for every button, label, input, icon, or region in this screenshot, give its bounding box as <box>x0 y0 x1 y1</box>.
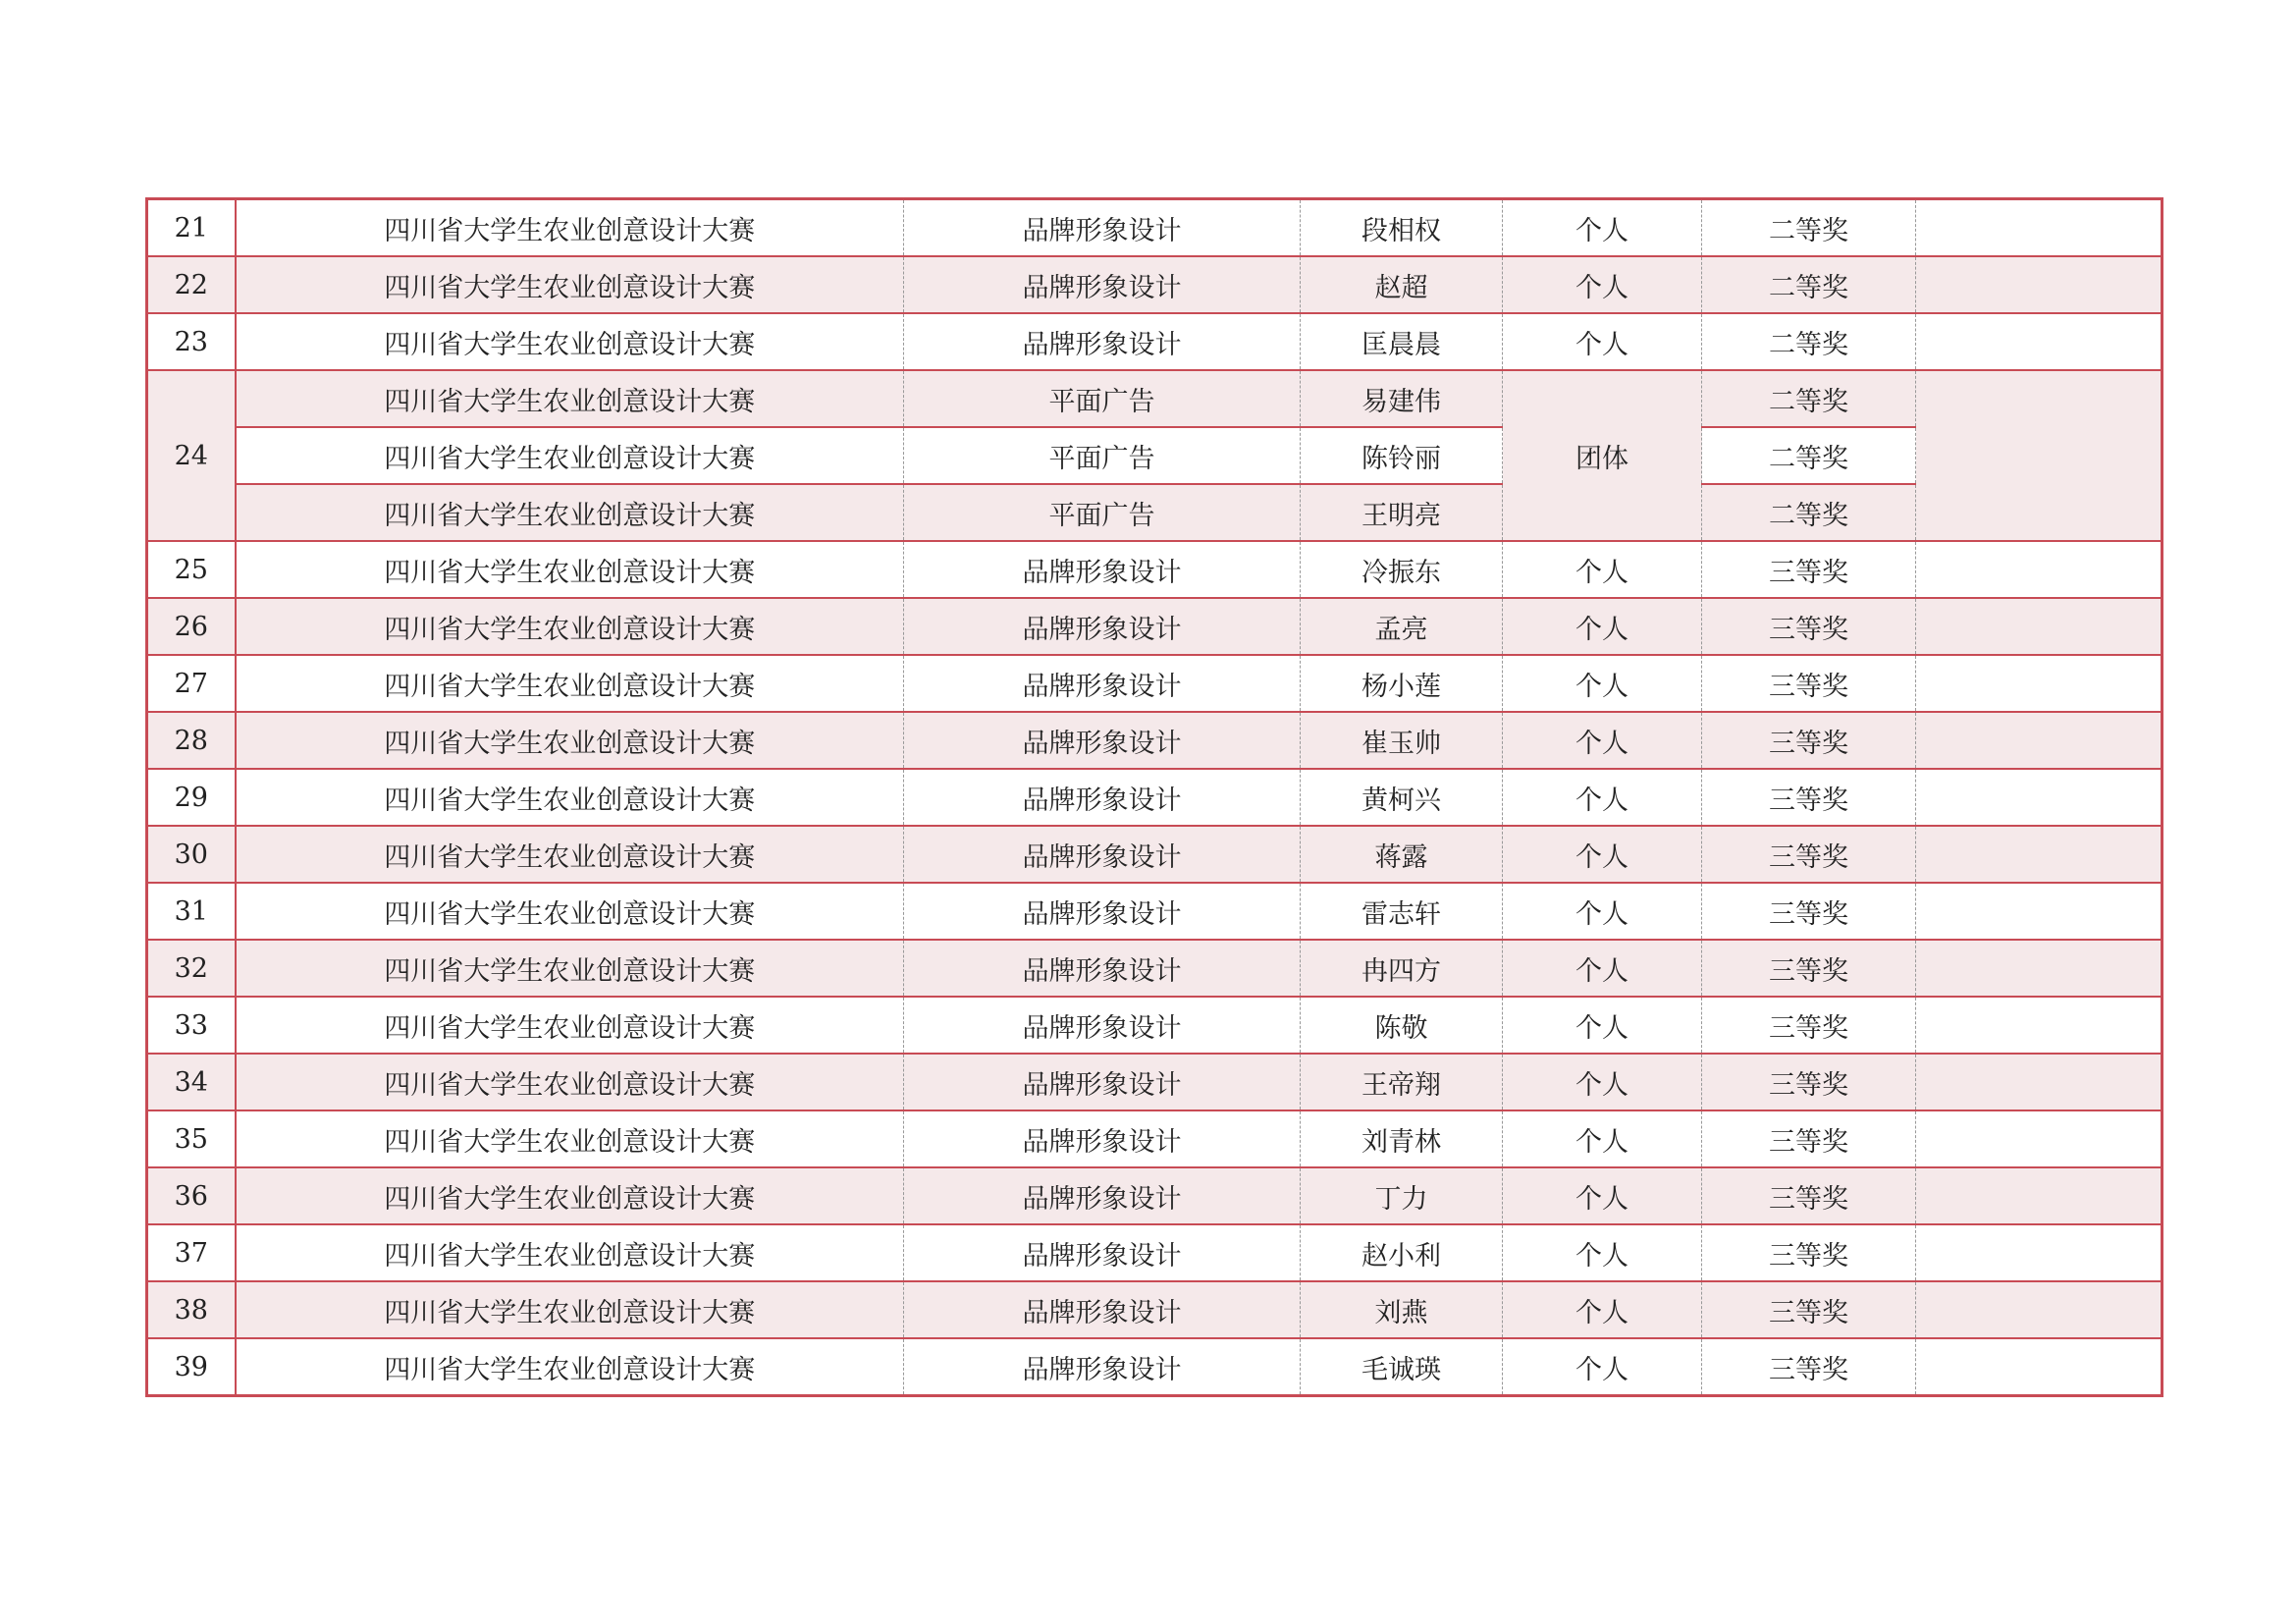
category-cell: 品牌形象设计 <box>904 256 1301 313</box>
group-note-cell <box>1916 370 2163 541</box>
category-cell: 品牌形象设计 <box>904 1054 1301 1110</box>
entry-type-cell: 个人 <box>1503 997 1702 1054</box>
competition-cell: 四川省大学生农业创意设计大赛 <box>236 1281 904 1338</box>
entry-type-cell: 个人 <box>1503 541 1702 598</box>
competition-cell: 四川省大学生农业创意设计大赛 <box>236 256 904 313</box>
entry-type-cell: 个人 <box>1503 1110 1702 1167</box>
note-cell <box>1916 541 2163 598</box>
award-table <box>145 197 2163 1397</box>
name-cell: 黄柯兴 <box>1301 769 1503 826</box>
competition-cell: 四川省大学生农业创意设计大赛 <box>236 712 904 769</box>
entry-type-cell: 个人 <box>1503 1167 1702 1224</box>
note-cell <box>1916 769 2163 826</box>
award-cell: 三等奖 <box>1702 883 1916 940</box>
name-cell: 丁力 <box>1301 1167 1503 1224</box>
name-cell: 陈敬 <box>1301 997 1503 1054</box>
row-index: 39 <box>147 1338 236 1396</box>
category-cell: 品牌形象设计 <box>904 1167 1301 1224</box>
category-cell: 品牌形象设计 <box>904 1224 1301 1281</box>
note-cell <box>1916 826 2163 883</box>
competition-cell: 四川省大学生农业创意设计大赛 <box>236 826 904 883</box>
category-cell: 品牌形象设计 <box>904 1338 1301 1396</box>
row-index: 36 <box>147 1167 236 1224</box>
award-cell: 二等奖 <box>1702 484 1916 541</box>
entry-type-cell: 个人 <box>1503 1054 1702 1110</box>
note-cell <box>1916 1054 2163 1110</box>
name-cell: 赵超 <box>1301 256 1503 313</box>
row-index: 26 <box>147 598 236 655</box>
entry-type-cell: 个人 <box>1503 1224 1702 1281</box>
table-row <box>147 199 2163 257</box>
row-index: 32 <box>147 940 236 997</box>
award-cell: 三等奖 <box>1702 1054 1916 1110</box>
entry-type-cell: 个人 <box>1503 826 1702 883</box>
name-cell: 刘燕 <box>1301 1281 1503 1338</box>
entry-type-cell: 个人 <box>1503 883 1702 940</box>
award-cell: 三等奖 <box>1702 940 1916 997</box>
table-row <box>147 1110 2163 1167</box>
competition-cell: 四川省大学生农业创意设计大赛 <box>236 313 904 370</box>
award-cell: 三等奖 <box>1702 826 1916 883</box>
category-cell: 品牌形象设计 <box>904 940 1301 997</box>
entry-type-cell: 个人 <box>1503 256 1702 313</box>
competition-cell: 四川省大学生农业创意设计大赛 <box>236 427 904 484</box>
note-cell <box>1916 940 2163 997</box>
entry-type-cell: 个人 <box>1503 655 1702 712</box>
entry-type-cell: 个人 <box>1503 769 1702 826</box>
category-cell: 品牌形象设计 <box>904 313 1301 370</box>
table-row <box>147 712 2163 769</box>
table-row <box>147 313 2163 370</box>
table-row <box>147 1281 2163 1338</box>
row-index: 30 <box>147 826 236 883</box>
name-cell: 陈铃丽 <box>1301 427 1503 484</box>
category-cell: 品牌形象设计 <box>904 1281 1301 1338</box>
row-index: 28 <box>147 712 236 769</box>
row-index: 21 <box>147 199 236 257</box>
row-index: 38 <box>147 1281 236 1338</box>
award-cell: 三等奖 <box>1702 541 1916 598</box>
award-cell: 三等奖 <box>1702 655 1916 712</box>
name-cell: 杨小莲 <box>1301 655 1503 712</box>
name-cell: 雷志轩 <box>1301 883 1503 940</box>
category-cell: 品牌形象设计 <box>904 655 1301 712</box>
table-row <box>147 940 2163 997</box>
category-cell: 平面广告 <box>904 484 1301 541</box>
category-cell: 平面广告 <box>904 370 1301 427</box>
row-index: 25 <box>147 541 236 598</box>
name-cell: 王帝翔 <box>1301 1054 1503 1110</box>
competition-cell: 四川省大学生农业创意设计大赛 <box>236 1054 904 1110</box>
group-row <box>147 370 2163 427</box>
row-index: 23 <box>147 313 236 370</box>
note-cell <box>1916 1281 2163 1338</box>
competition-cell: 四川省大学生农业创意设计大赛 <box>236 1167 904 1224</box>
note-cell <box>1916 1110 2163 1167</box>
category-cell: 品牌形象设计 <box>904 199 1301 257</box>
note-cell <box>1916 712 2163 769</box>
row-index: 22 <box>147 256 236 313</box>
name-cell: 王明亮 <box>1301 484 1503 541</box>
table-row <box>147 256 2163 313</box>
name-cell: 蒋露 <box>1301 826 1503 883</box>
entry-type-cell: 个人 <box>1503 1281 1702 1338</box>
table-row <box>147 598 2163 655</box>
award-cell: 三等奖 <box>1702 598 1916 655</box>
table-row <box>147 1224 2163 1281</box>
note-cell <box>1916 655 2163 712</box>
competition-cell: 四川省大学生农业创意设计大赛 <box>236 199 904 257</box>
award-cell: 三等奖 <box>1702 1281 1916 1338</box>
category-cell: 品牌形象设计 <box>904 598 1301 655</box>
note-cell <box>1916 256 2163 313</box>
name-cell: 赵小利 <box>1301 1224 1503 1281</box>
award-cell: 二等奖 <box>1702 256 1916 313</box>
award-cell: 二等奖 <box>1702 427 1916 484</box>
note-cell <box>1916 598 2163 655</box>
award-cell: 三等奖 <box>1702 1338 1916 1396</box>
table-row <box>147 655 2163 712</box>
note-cell <box>1916 313 2163 370</box>
competition-cell: 四川省大学生农业创意设计大赛 <box>236 1224 904 1281</box>
category-cell: 品牌形象设计 <box>904 769 1301 826</box>
award-cell: 二等奖 <box>1702 199 1916 257</box>
table-row <box>147 997 2163 1054</box>
row-index: 29 <box>147 769 236 826</box>
name-cell: 毛诚瑛 <box>1301 1338 1503 1396</box>
group-row <box>147 484 2163 541</box>
row-index: 31 <box>147 883 236 940</box>
competition-cell: 四川省大学生农业创意设计大赛 <box>236 940 904 997</box>
note-cell <box>1916 1224 2163 1281</box>
name-cell: 冉四方 <box>1301 940 1503 997</box>
row-index: 37 <box>147 1224 236 1281</box>
row-index: 35 <box>147 1110 236 1167</box>
table-row <box>147 1167 2163 1224</box>
entry-type-cell: 个人 <box>1503 1338 1702 1396</box>
table-row <box>147 1054 2163 1110</box>
entry-type-cell: 个人 <box>1503 598 1702 655</box>
entry-type-cell: 个人 <box>1503 712 1702 769</box>
note-cell <box>1916 1338 2163 1396</box>
award-cell: 二等奖 <box>1702 370 1916 427</box>
table-row <box>147 769 2163 826</box>
competition-cell: 四川省大学生农业创意设计大赛 <box>236 484 904 541</box>
table-row <box>147 826 2163 883</box>
category-cell: 品牌形象设计 <box>904 541 1301 598</box>
entry-type-cell: 个人 <box>1503 199 1702 257</box>
group-row <box>147 427 2163 484</box>
competition-cell: 四川省大学生农业创意设计大赛 <box>236 541 904 598</box>
category-cell: 品牌形象设计 <box>904 997 1301 1054</box>
group-index: 24 <box>147 370 236 541</box>
category-cell: 品牌形象设计 <box>904 826 1301 883</box>
row-index: 33 <box>147 997 236 1054</box>
competition-cell: 四川省大学生农业创意设计大赛 <box>236 1110 904 1167</box>
entry-type-cell: 个人 <box>1503 940 1702 997</box>
name-cell: 冷振东 <box>1301 541 1503 598</box>
name-cell: 段相权 <box>1301 199 1503 257</box>
award-cell: 三等奖 <box>1702 997 1916 1054</box>
group-type-cell: 团体 <box>1503 370 1702 541</box>
award-cell: 三等奖 <box>1702 1224 1916 1281</box>
award-cell: 三等奖 <box>1702 1167 1916 1224</box>
name-cell: 崔玉帅 <box>1301 712 1503 769</box>
category-cell: 品牌形象设计 <box>904 712 1301 769</box>
note-cell <box>1916 1167 2163 1224</box>
competition-cell: 四川省大学生农业创意设计大赛 <box>236 598 904 655</box>
category-cell: 平面广告 <box>904 427 1301 484</box>
entry-type-cell: 个人 <box>1503 313 1702 370</box>
table-row <box>147 541 2163 598</box>
name-cell: 易建伟 <box>1301 370 1503 427</box>
table-row <box>147 883 2163 940</box>
competition-cell: 四川省大学生农业创意设计大赛 <box>236 370 904 427</box>
row-index: 27 <box>147 655 236 712</box>
competition-cell: 四川省大学生农业创意设计大赛 <box>236 1338 904 1396</box>
note-cell <box>1916 199 2163 257</box>
competition-cell: 四川省大学生农业创意设计大赛 <box>236 997 904 1054</box>
award-cell: 三等奖 <box>1702 712 1916 769</box>
name-cell: 刘青林 <box>1301 1110 1503 1167</box>
award-cell: 三等奖 <box>1702 1110 1916 1167</box>
row-index: 34 <box>147 1054 236 1110</box>
competition-cell: 四川省大学生农业创意设计大赛 <box>236 655 904 712</box>
competition-cell: 四川省大学生农业创意设计大赛 <box>236 769 904 826</box>
competition-cell: 四川省大学生农业创意设计大赛 <box>236 883 904 940</box>
award-cell: 三等奖 <box>1702 769 1916 826</box>
name-cell: 孟亮 <box>1301 598 1503 655</box>
category-cell: 品牌形象设计 <box>904 883 1301 940</box>
note-cell <box>1916 997 2163 1054</box>
note-cell <box>1916 883 2163 940</box>
name-cell: 匡晨晨 <box>1301 313 1503 370</box>
table-row <box>147 1338 2163 1396</box>
award-cell: 二等奖 <box>1702 313 1916 370</box>
category-cell: 品牌形象设计 <box>904 1110 1301 1167</box>
